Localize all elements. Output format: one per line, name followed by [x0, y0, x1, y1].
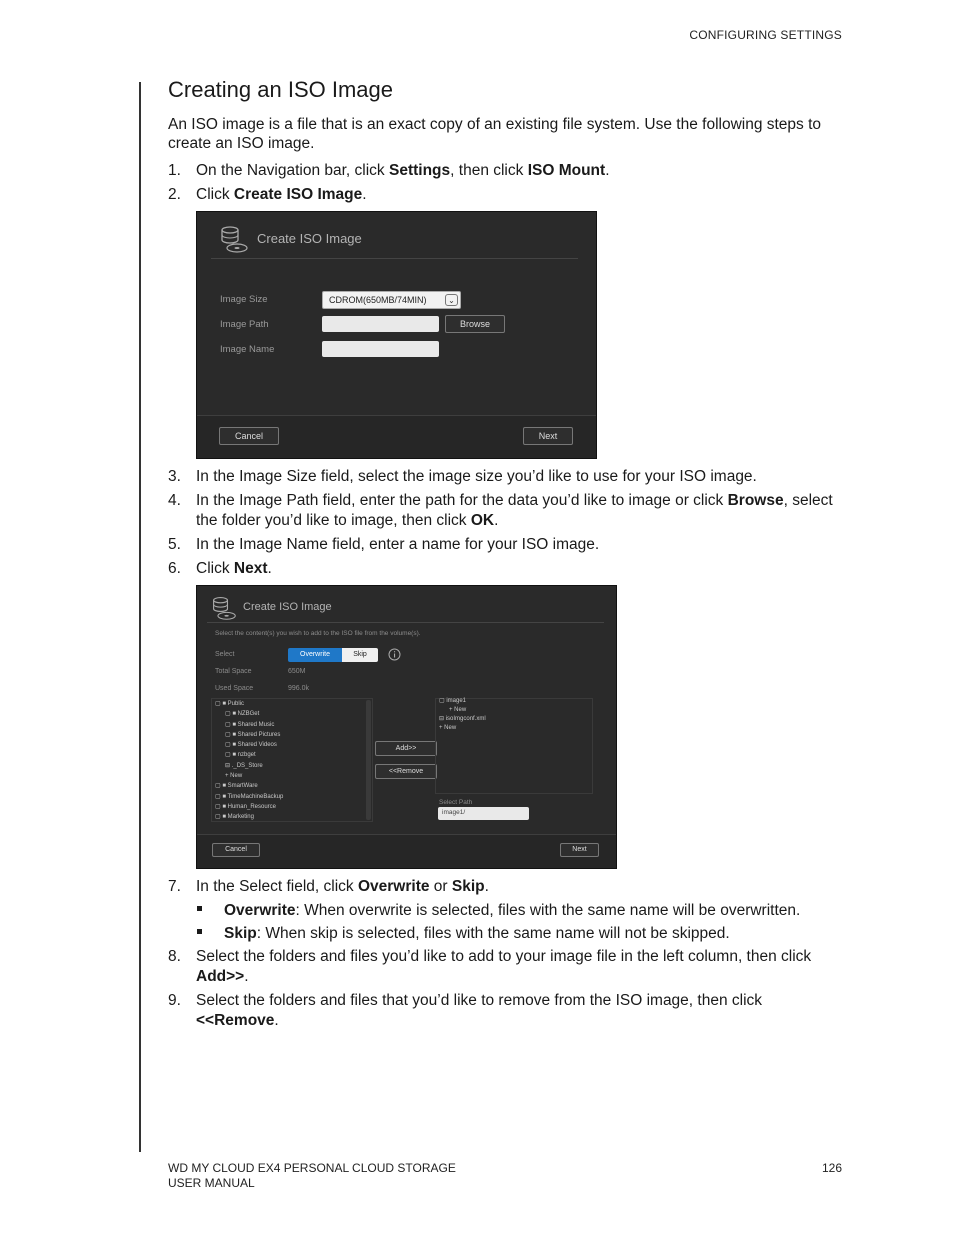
tree-item-new[interactable]: + New: [225, 773, 243, 780]
next-button[interactable]: Next: [523, 427, 573, 445]
step-number: 5.: [168, 536, 181, 553]
total-space-value: 650M: [288, 668, 306, 675]
image-name-input[interactable]: [322, 341, 439, 357]
image-path-input[interactable]: [322, 316, 439, 332]
step-text: Select the folders and files that you’d like to remove from the ISO image, then click: [196, 992, 763, 1009]
dialog-title: Create ISO Image: [257, 231, 362, 246]
step-text: .: [494, 512, 499, 529]
divider: [211, 258, 578, 259]
step-text: or: [429, 878, 452, 895]
step-3: [168, 467, 848, 487]
step-bold: Browse: [727, 492, 784, 509]
chevron-down-icon[interactable]: ⌄: [445, 294, 458, 306]
used-space-label: Used Space: [215, 685, 254, 692]
tree-item-new[interactable]: + New: [449, 707, 467, 713]
disk-image-icon: [211, 595, 237, 621]
step-bold: ISO Mount: [527, 162, 606, 179]
tree-label: isoImgconf.xml: [445, 716, 486, 722]
cancel-button[interactable]: Cancel: [219, 427, 279, 445]
step-bold: Overwrite: [357, 878, 430, 895]
step-text: .: [605, 162, 610, 179]
footer-product: WD MY CLOUD EX4 PERSONAL CLOUD STORAGE: [168, 1161, 456, 1175]
bullet-skip: [168, 924, 848, 944]
tree-label: TimeMachineBackup: [227, 793, 284, 800]
step-1: [168, 161, 848, 181]
step-number: 8.: [168, 948, 181, 965]
step-bold: Next: [233, 560, 268, 577]
step-number: 4.: [168, 492, 181, 509]
tree-item-timemachinebackup[interactable]: ▢ ■ TimeMachineBackup: [215, 793, 284, 800]
intro-paragraph: An ISO image is a file that is an exact copy of an existing file system. Use the following steps to create an ISO image.: [168, 116, 822, 152]
remove-button[interactable]: <<Remove: [375, 764, 437, 779]
step-text: Select the folders and files you’d like to add to your image file in the left column, then click: [196, 948, 812, 965]
step-8: [168, 947, 848, 987]
source-tree: [215, 699, 283, 823]
bullet-text: : When overwrite is selected, files with the same name will be overwritten.: [295, 902, 801, 919]
step-text: Click: [196, 186, 234, 203]
tree-label: Public: [227, 701, 244, 707]
step-text: , select the folder you’d like to image, then click: [196, 492, 833, 529]
step-number: 9.: [168, 992, 181, 1009]
cancel-button[interactable]: Cancel: [212, 843, 260, 857]
add-button[interactable]: Add>>: [375, 741, 437, 756]
info-icon[interactable]: [388, 648, 401, 661]
footer-manual: USER MANUAL: [168, 1176, 255, 1190]
tree-label: image1: [446, 698, 467, 704]
margin-rule: [139, 82, 141, 1152]
step-text: .: [267, 560, 272, 577]
step-7: [168, 877, 848, 897]
tree-label: Shared Music: [237, 721, 275, 728]
select-path-value: image1/: [442, 809, 466, 816]
tree-label: Shared Videos: [237, 742, 277, 749]
image-path-label: Image Path: [220, 319, 269, 330]
tree-item-image1[interactable]: ▢ image1: [439, 698, 467, 704]
step-bold: Create ISO Image: [233, 186, 363, 203]
step-text: Click: [196, 560, 234, 577]
tree-label: Human_Resource: [227, 803, 276, 810]
tree-item-ds-store[interactable]: ⊟ ._DS_Store: [225, 762, 263, 769]
browse-button[interactable]: Browse: [445, 315, 505, 333]
step-bold: <<Remove: [196, 1012, 275, 1029]
bullet-text: : When skip is selected, files with the same name will not be skipped.: [256, 925, 730, 942]
tree-item-new[interactable]: + New: [439, 725, 457, 731]
step-text: .: [484, 878, 489, 895]
step-text: .: [244, 968, 249, 985]
step-2: [168, 185, 848, 205]
divider: [207, 622, 604, 623]
disk-image-icon: [219, 224, 249, 254]
target-tree: [439, 697, 486, 733]
select-path-input[interactable]: [438, 807, 529, 820]
tree-item-shared-pictures[interactable]: ▢ ■ Shared Pictures: [225, 731, 281, 738]
skip-toggle[interactable]: Skip: [342, 648, 378, 662]
tree-label: NZBGet: [237, 711, 260, 718]
select-path-label: Select Path: [439, 799, 473, 806]
page-number: 126: [821, 1161, 842, 1175]
step-number: 2.: [168, 186, 181, 203]
image-size-select[interactable]: [322, 291, 461, 309]
source-tree-scrollbar[interactable]: [366, 700, 371, 820]
tree-item-nzbget[interactable]: ▢ ■ NZBGet: [225, 711, 260, 718]
tree-label: New: [454, 707, 467, 713]
tree-label: SmartWare: [227, 783, 258, 790]
step-5: [168, 535, 848, 555]
step-text: In the Select field, click: [196, 878, 358, 895]
step-text: In the Image Name field, enter a name for your ISO image.: [196, 536, 600, 553]
step-4: [168, 491, 848, 531]
page-footer: [168, 1161, 456, 1191]
step-text: .: [362, 186, 367, 203]
tree-label: Marketing: [227, 814, 254, 821]
step-number: 3.: [168, 468, 181, 485]
running-head: CONFIGURING SETTINGS: [689, 28, 842, 42]
step-number: 6.: [168, 560, 181, 577]
bullet-overwrite: [168, 901, 848, 921]
total-space-label: Total Space: [215, 668, 252, 675]
section-title: Creating an ISO Image: [168, 77, 394, 102]
step-number: 1.: [168, 162, 181, 179]
step-number: 7.: [168, 878, 181, 895]
step-text: .: [274, 1012, 279, 1029]
bullet-marker: [197, 906, 202, 911]
step-text: In the Image Size field, select the image size you’d like to use for your ISO image.: [196, 468, 757, 485]
step-bold: Settings: [389, 162, 451, 179]
tree-label: ._DS_Store: [231, 762, 263, 769]
tree-item-public[interactable]: ▢ ■ Public: [215, 701, 244, 707]
image-size-value: CDROM(650MB/74MIN): [329, 295, 427, 305]
tree-item-isoimgconf[interactable]: ⊟ isoImgconf.xml: [439, 716, 486, 722]
create-iso-dialog-screenshot-2: [196, 585, 617, 869]
tree-item-human-resource[interactable]: ▢ ■ Human_Resource: [215, 803, 276, 810]
tree-label: New: [230, 773, 243, 780]
tree-item-marketing[interactable]: ▢ ■ Marketing: [215, 814, 254, 821]
step-text: In the Image Path field, enter the path for the data you’d like to image or click: [196, 492, 728, 509]
step-bold: Add>>: [196, 968, 245, 985]
tree-label: Shared Pictures: [237, 731, 281, 738]
overwrite-toggle[interactable]: Overwrite: [288, 648, 342, 662]
used-space-value: 996.0k: [288, 685, 310, 692]
next-button[interactable]: Next: [560, 843, 599, 857]
tree-item-nzbget-folder[interactable]: ▢ ■ nzbget: [225, 752, 256, 759]
step-9: [168, 991, 848, 1031]
tree-item-shared-videos[interactable]: ▢ ■ Shared Videos: [225, 742, 277, 749]
select-label: Select: [215, 651, 235, 658]
bullet-marker: [197, 929, 202, 934]
bullet-bold: Skip: [224, 925, 257, 942]
image-name-label: Image Name: [220, 344, 275, 355]
create-iso-dialog-screenshot-1: [196, 211, 597, 459]
step-6: [168, 559, 848, 579]
step-text: On the Navigation bar, click: [196, 162, 389, 179]
dialog-title: Create ISO Image: [243, 601, 332, 613]
tree-item-smartware[interactable]: ▢ ■ SmartWare: [215, 783, 258, 790]
step-bold: Skip: [451, 878, 485, 895]
image-size-label: Image Size: [220, 294, 268, 305]
tree-item-shared-music[interactable]: ▢ ■ Shared Music: [225, 721, 275, 728]
instruction-text: Select the content(s) you wish to add to the ISO file from the volume(s).: [215, 630, 421, 637]
step-bold: OK: [470, 512, 495, 529]
tree-label: New: [444, 725, 457, 731]
page-content: [168, 77, 848, 1035]
bullet-bold: Overwrite: [224, 902, 296, 919]
step-text: , then click: [450, 162, 528, 179]
tree-label: nzbget: [237, 752, 256, 759]
